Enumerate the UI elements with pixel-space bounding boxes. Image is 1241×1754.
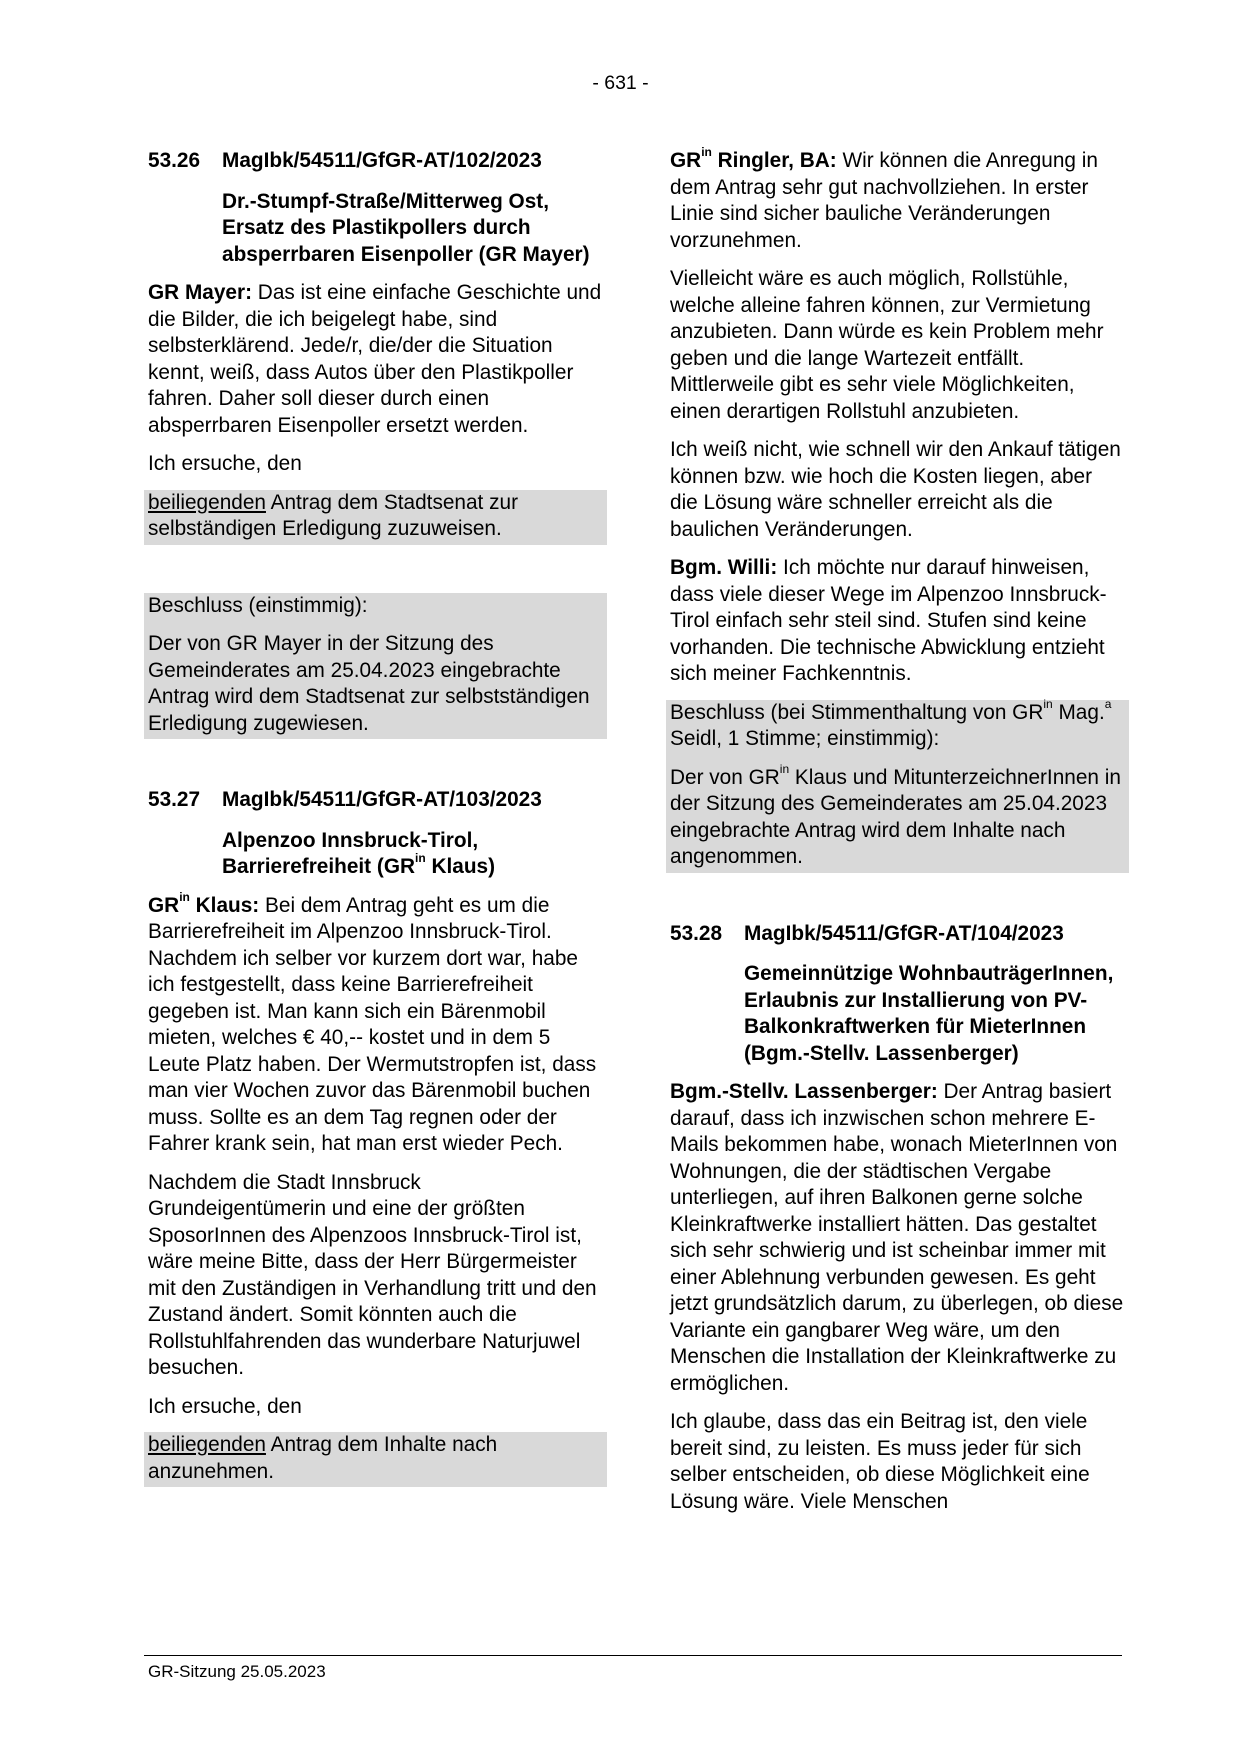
item-title: Gemeinnützige WohnbauträgerInnen, Erlaubnis zur Installierung von PV-Balkonkraftwerken für MieterInnen (Bgm.-Stellv. Lassenberger) xyxy=(744,962,1114,1065)
page-number: - 631 - xyxy=(592,72,649,94)
footer-text: GR-Sitzung 25.05.2023 xyxy=(148,1662,326,1681)
speaker-name: $GR^{in}$ Ringler, BA: xyxy=(670,145,837,172)
left-column xyxy=(148,148,603,1499)
speaker-name: GR Mayer: xyxy=(148,281,253,304)
item-title: Dr.-Stumpf-Straße/Mitterweg Ost, Ersatz des Plastikpollers durch absperrbaren Eisenpoller (GR Mayer) xyxy=(222,189,590,266)
right-column xyxy=(670,145,1125,1527)
request-box: beiliegenden Antrag dem Inhalte nach anzunehmen. xyxy=(144,1432,607,1487)
speaker-name: $GR^{in}$ Klaus: xyxy=(148,889,260,917)
footer-divider xyxy=(144,1655,1122,1656)
item-reference: MagIbk/54511/GfGR-AT/102/2023 xyxy=(222,149,542,172)
decision-box xyxy=(666,696,1129,873)
speaker-name: Bgm. Willi: xyxy=(670,556,778,579)
item-heading-53-28 xyxy=(670,921,1125,948)
request-intro: Ich ersuche, den xyxy=(148,1394,302,1418)
item-number: 53.26 xyxy=(148,149,201,172)
item-number: 53.27 xyxy=(148,788,201,811)
request-box: beiliegenden Antrag dem Stadtsenat zur selbständigen Erledigung zuzuweisen. xyxy=(144,490,607,545)
decision-text: Der von $GR^{in}$ Klaus und MitunterzeichnerInnen in der Sitzung des Gemeinderates am 25.04.2023 eingebrachte Antrag wird dem Inhalte nach angenommen. xyxy=(670,761,1121,868)
request-underlined: beiliegenden xyxy=(148,490,266,514)
item-number: 53.28 xyxy=(670,921,723,945)
decision-label: Beschluss (bei Stimmenthaltung von $GR^{in}$ Mag.$^a$ Seidl, 1 Stimme; einstimmig): xyxy=(670,696,1112,750)
speech-paragraph: Nachdem die Stadt Innsbruck Grundeigentümerin und eine der größten SposorInnen des Alpenzoos Innsbruck-Tirol ist, wäre meine Bitte, dass der Herr Bürgermeister mit den Zuständigen in Verhandlung tritt und den Zustand ändert. Somit könnten auch die Rollstuhlfahrenden das wunderbare Naturjuwel besuchen. xyxy=(148,1170,597,1379)
speech-paragraph: Ich glaube, dass das ein Beitrag ist, den viele bereit sind, zu leisten. Es muss jeder für sich selber entscheiden, ob diese Möglichkeit eine Lösung wäre. Viele Menschen xyxy=(670,1410,1090,1513)
speech-paragraph: GR Mayer: Das ist eine einfache Geschichte und die Bilder, die ich beigelegt habe, sind selbsterklärend. Jede/r, die/der die Situation kennt, weiß, dass Autos über den Plastikpoller fahren. Daher soll dieser durch einen absperrbaren Eisenpoller ersetzt werden. xyxy=(148,281,602,437)
speaker-name: Bgm.-Stellv. Lassenberger: xyxy=(670,1080,938,1103)
item-reference: MagIbk/54511/GfGR-AT/104/2023 xyxy=(744,921,1064,945)
decision-label: Beschluss (einstimmig): xyxy=(148,593,368,617)
decision-box xyxy=(144,593,607,740)
speech-paragraph: Ich weiß nicht, wie schnell wir den Ankauf tätigen können bzw. wie hoch die Kosten liegen, aber die Lösung wäre schneller erreicht als die baulichen Veränderungen. xyxy=(670,438,1121,541)
request-underlined: beiliegenden xyxy=(148,1433,266,1456)
speech-paragraph: Bgm. Willi: Ich möchte nur darauf hinweisen, dass viele dieser Wege im Alpenzoo Innsbruck-Tirol einfach sehr steil sind. Stufen sind keine vorhanden. Die technische Abwicklung entzieht sich meiner Fachkenntnis. xyxy=(670,556,1107,685)
speech-paragraph: Bgm.-Stellv. Lassenberger: Der Antrag basiert darauf, dass ich inzwischen schon mehrere E-Mails bekommen habe, wonach MieterInnen von Wohnungen, die der städtischen Vergabe unterliegen, auf ihren Balkonen gerne solche Kleinkraftwerke installiert hätten. Das gestaltet sich sehr schwierig und ist scheinbar immer mit einer Ablehnung verbunden gewesen. Es geht jetzt grundsätzlich darum, zu überlegen, ob diese Variante ein gangbarer Weg wäre, um den Menschen die Installation der Kleinkraftwerke zu ermöglichen. xyxy=(670,1080,1124,1395)
speech-paragraph: $GR^{in}$ Klaus: Bei dem Antrag geht es um die Barrierefreiheit im Alpenzoo Innsbruck-Tirol. Nachdem ich selber vor kurzem dort war, habe ich festgestellt, dass keine Barrierefreiheit gegeben ist. Man kann sich ein Bärenmobil mieten, welches € 40,-- kostet und in dem 5 Leute Platz haben. Der Wermutstropfen ist, dass man vier Wochen zuvor das Bärenmobil buchen muss. Sollte es an dem Tag regnen oder der Fahrer krank sein, hat man erst wieder Pech. xyxy=(148,889,597,1155)
item-heading-53-26 xyxy=(148,148,603,175)
request-intro: Ich ersuche, den xyxy=(148,452,302,475)
speech-paragraph: Vielleicht wäre es auch möglich, Rollstühle, welche alleine fahren können, zur Vermietung anzubieten. Dann würde es kein Problem mehr geben und die lange Wartezeit entfällt. Mittlerweile gibt es sehr viele Möglichkeiten, einen derartigen Rollstuhl anzubieten. xyxy=(670,267,1104,423)
item-reference: MagIbk/54511/GfGR-AT/103/2023 xyxy=(222,788,542,811)
speech-paragraph: $GR^{in}$ Ringler, BA: Wir können die Anregung in dem Antrag sehr gut nachvollziehen. In erster Linie sind sicher bauliche Veränderungen vorzunehmen. xyxy=(670,145,1098,252)
item-title: Alpenzoo Innsbruck-Tirol, Barrierefreiheit ($GR^{in}$ Klaus) xyxy=(222,828,496,878)
item-heading-53-27 xyxy=(148,787,603,814)
decision-text: Der von GR Mayer in der Sitzung des Gemeinderates am 25.04.2023 eingebrachte Antrag wird dem Stadtsenat zur selbstständigen Erledigung zugewiesen. xyxy=(148,632,590,735)
